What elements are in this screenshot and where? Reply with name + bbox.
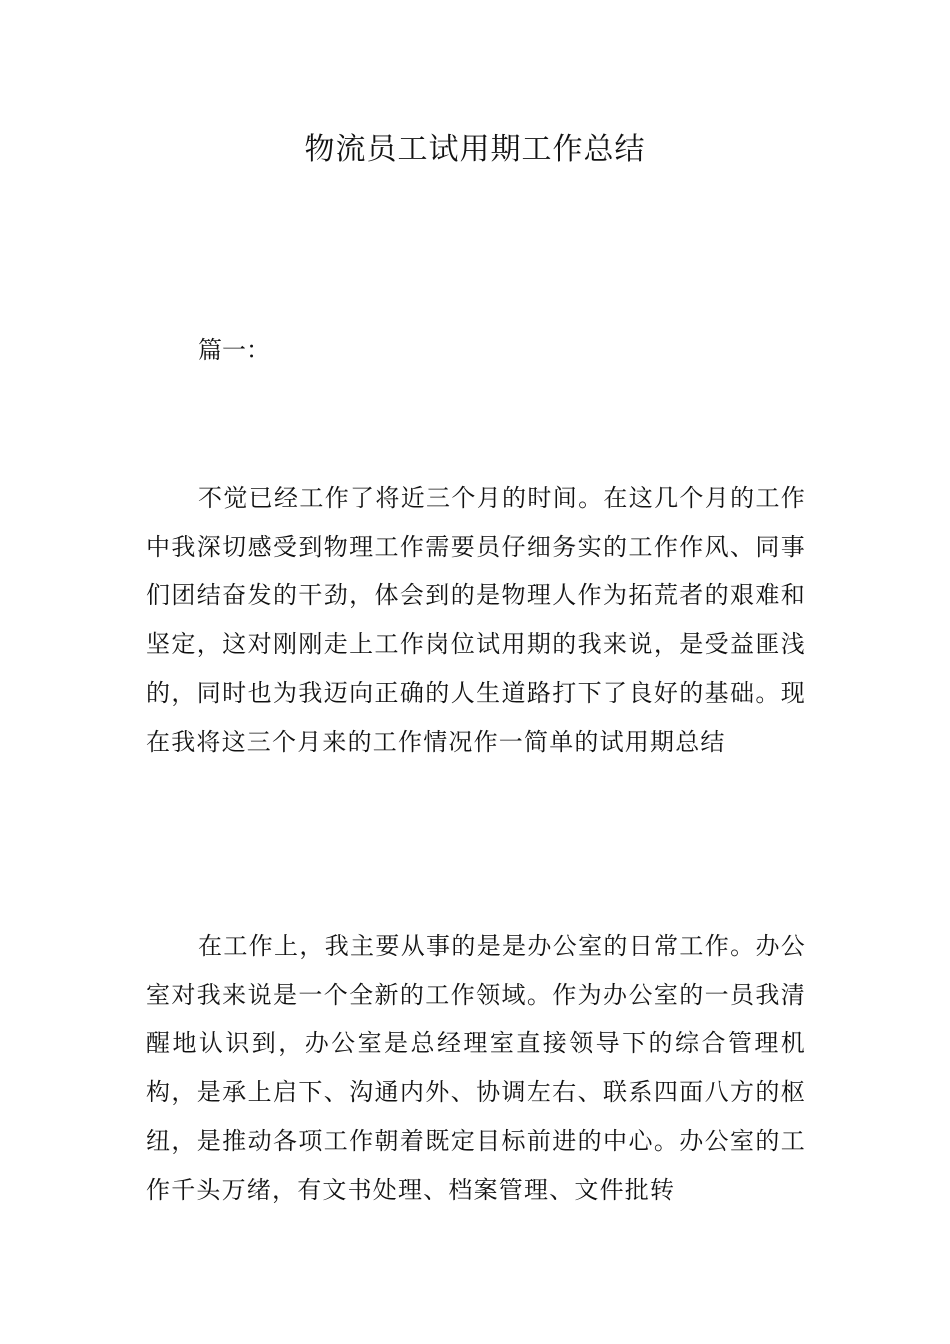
paragraph-2: 在工作上，我主要从事的是是办公室的日常工作。办公室对我来说是一个全新的工作领域。作为办公室的一员我清醒地认识到，办公室是总经理室直接领导下的综合管理机构，是承上启下、沟通内外、协调左右、联系四面八方的枢纽，是推动各项工作朝着既定目标前进的中心。办公室的工作千头万绪，有文书处理、档案管理、文件批转 bbox=[146, 932, 806, 1204]
document-title: 物流员工试用期工作总结 bbox=[304, 132, 646, 167]
section-label: 篇一： bbox=[198, 336, 270, 364]
paragraph-1: 不觉已经工作了将近三个月的时间。在这几个月的工作中我深切感受到物理工作需要员仔细务实的工作作风、同事们团结奋发的干劲，体会到的是物理人作为拓荒者的艰难和坚定，这对刚刚走上工作岗位试用期的我来说，是受益匪浅的，同时也为我迈向正确的人生道路打下了良好的基础。现在我将这三个月来的工作情况作一简单的试用期总结 bbox=[146, 484, 806, 756]
